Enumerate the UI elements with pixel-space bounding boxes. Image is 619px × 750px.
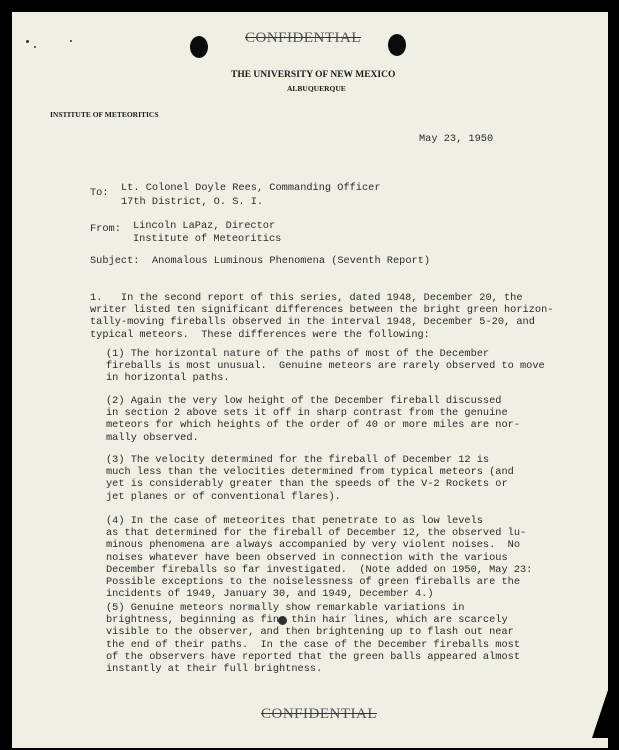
paragraph-item-2: (2) Again the very low height of the December fireball discussed in section 2 above sets it off in sharp contrast from the genuine meteors for which heights of the order of 40 or more miles are nor- mally observed. (106, 395, 521, 444)
ink-speck (70, 40, 72, 42)
paragraph-item-4: (4) In the case of meteorites that penetrate to as low levels as that determined for the fireball of December 12, the observed lu- minous phenomena are always accompanied by very violent noises. No noises whatever have been observed in connection with the various December fireballs so far investigated. (Note added on 1950, May 23: Possible exceptions to the noiselessness of green fireballs are the incidents of 1949, January 30, and 1949, December 4.) (106, 515, 533, 601)
to-label: To: (90, 187, 109, 199)
confidential-stamp-top: CONFIDENTIAL (245, 30, 361, 46)
from-line-2: Institute of Meteoritics (133, 233, 282, 245)
ink-speck (26, 40, 29, 43)
paragraph-1: 1. In the second report of this series, dated 1948, December 20, the writer listed ten significant differences between the bright green horizon- tally-moving fireballs observed in the interval 1948, December 5-20, and typical meteors. These differences were the following: (90, 292, 554, 341)
from-label: From: (90, 223, 121, 235)
punch-hole-left (190, 36, 208, 58)
punch-hole-right (388, 34, 406, 56)
letterhead-city: ALBUQUERQUE (287, 84, 346, 93)
letter-date: May 23, 1950 (419, 133, 494, 145)
from-line-1: Lincoln LaPaz, Director (133, 220, 276, 232)
ink-speck (34, 46, 36, 48)
to-line-2: 17th District, O. S. I. (121, 196, 264, 208)
confidential-stamp-bottom: CONFIDENTIAL (261, 706, 377, 722)
letterhead-institution: THE UNIVERSITY OF NEW MEXICO (231, 70, 396, 80)
subject-label: Subject: (90, 255, 140, 267)
paragraph-item-5: (5) Genuine meteors normally show remarkable variations in brightness, beginning as fine thin hair lines, which are scarcely visible to the observer, and then brightening up to flash out near the end of their paths. In the case of the December fireballs most of the observers have reported that the green balls appeared almost instantly at their full brightness. (106, 602, 521, 676)
paragraph-item-3: (3) The velocity determined for the fireball of December 12 is much less than the velocities determined from typical meteors (and yet is considerably greater than the speeds of the V-2 Rockets or jet planes or of conventional flares). (106, 454, 514, 503)
to-line-1: Lt. Colonel Doyle Rees, Commanding Officer (121, 182, 381, 194)
document-page (12, 12, 608, 748)
torn-corner (592, 690, 608, 738)
letterhead-department: INSTITUTE OF METEORITICS (50, 110, 159, 119)
paragraph-item-1: (1) The horizontal nature of the paths of most of the December fireballs is most unusual. Genuine meteors are rarely observed to move in horizontal paths. (106, 348, 545, 385)
subject-text: Anomalous Luminous Phenomena (Seventh Report) (152, 255, 431, 267)
